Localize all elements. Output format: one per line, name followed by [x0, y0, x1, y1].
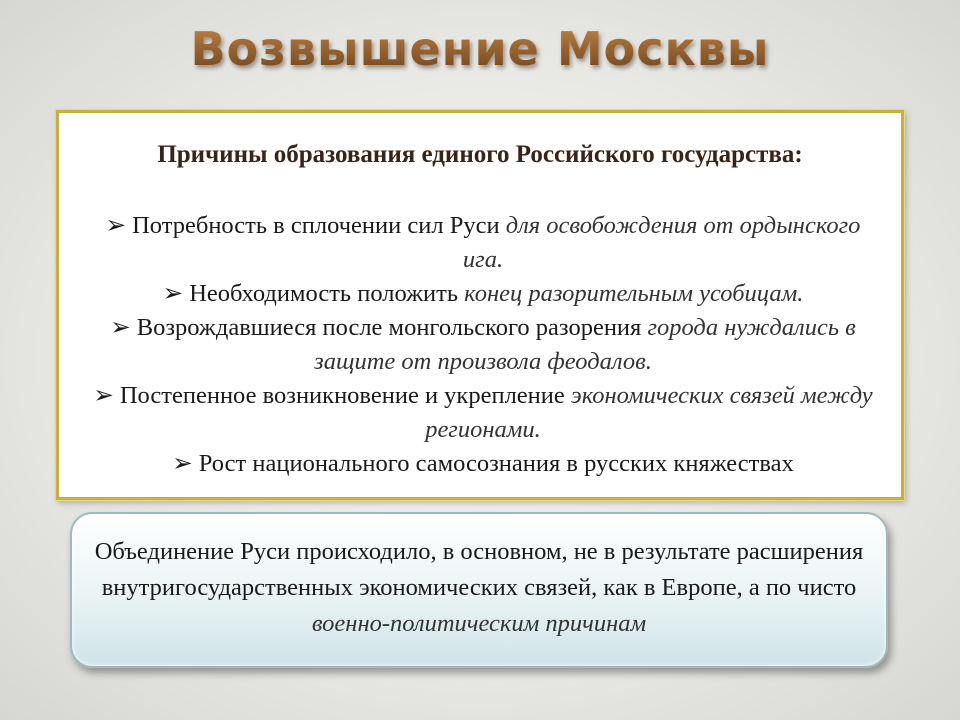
slide-title: Возвышение Москвы: [0, 22, 960, 76]
arrow-bullet-icon: ➢: [110, 314, 131, 341]
cause-item: [83, 379, 883, 447]
arrow-bullet-icon: ➢: [93, 382, 114, 409]
cause-text: Потребность в сплочении сил Руси: [132, 212, 506, 239]
cause-emphasis: для освобождения от ордынского ига.: [462, 212, 861, 273]
cause-emphasis: города нуждались в защите от произвола феодалов.: [314, 314, 856, 375]
cause-item: [83, 277, 883, 311]
cause-text: Возрождавшиеся после монгольского разорения: [136, 314, 648, 341]
conclusion-text: [92, 534, 866, 642]
causes-list: [83, 209, 883, 481]
cause-item: [83, 209, 883, 277]
cause-item: [83, 447, 883, 481]
cause-text: Рост национального самосознания в русских княжествах: [198, 450, 794, 477]
cause-emphasis: конец разорительным усобицам.: [464, 280, 804, 307]
arrow-bullet-icon: ➢: [172, 450, 193, 477]
cause-text: Необходимость положить: [189, 280, 465, 307]
cause-item: [83, 311, 883, 379]
cause-emphasis: экономических связей между регионами.: [425, 382, 873, 443]
conclusion-box: [70, 512, 888, 668]
causes-heading: Причины образования единого Российского государства:: [157, 141, 803, 168]
cause-text: Постепенное возникновение и укрепление: [119, 382, 571, 409]
conclusion-plain: Объединение Руси происходило, в основном, не в результате расширения внутригосударственных экономических связей, как в Европе, а по чисто: [94, 538, 864, 601]
arrow-bullet-icon: ➢: [105, 212, 127, 239]
causes-box: [56, 110, 904, 500]
conclusion-emphasis: военно-политическим причинам: [311, 610, 647, 637]
arrow-bullet-icon: ➢: [162, 280, 184, 307]
